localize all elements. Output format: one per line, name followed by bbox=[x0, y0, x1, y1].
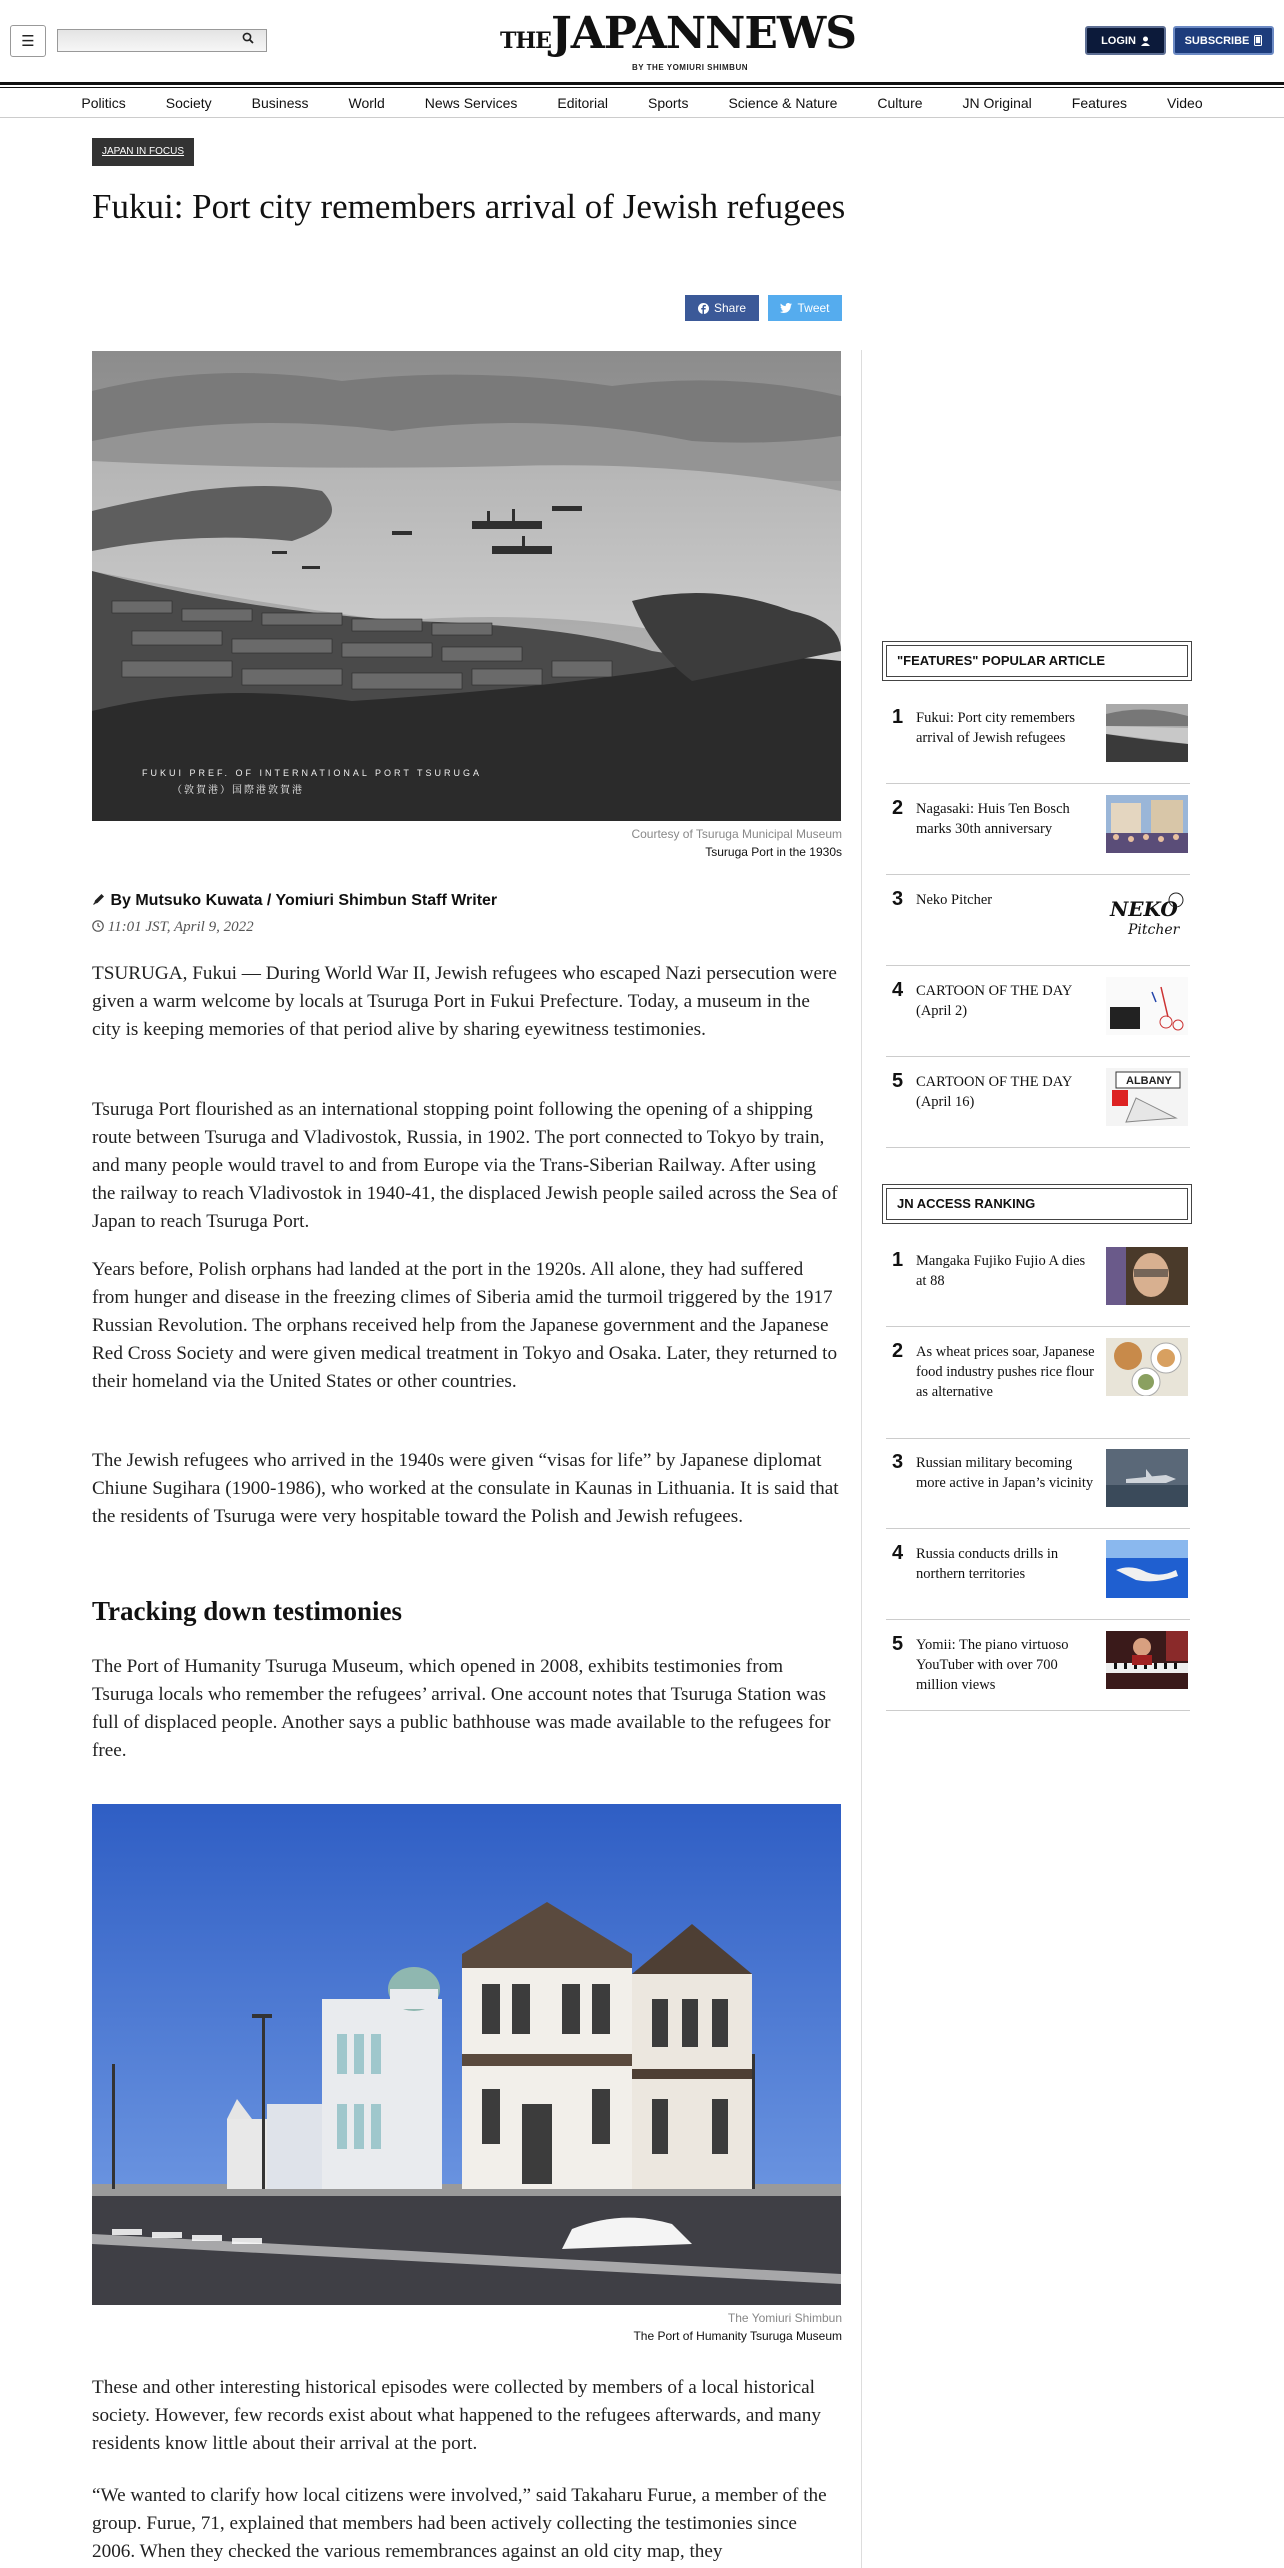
nav-world[interactable]: World bbox=[348, 94, 385, 111]
article-paragraph: These and other interesting historical episodes were collected by members of a local historical society. However, few records exist about what happened to the refugees afterwards, and many residents know little about their arrival at the port. bbox=[92, 2377, 821, 2454]
ranking-item[interactable] bbox=[886, 1439, 1190, 1529]
popular-item[interactable] bbox=[886, 876, 1190, 966]
pen-icon bbox=[92, 892, 106, 906]
albany-thumb-text: ALBANY bbox=[1126, 1075, 1172, 1087]
popular-item-thumbnail[interactable] bbox=[1106, 795, 1188, 853]
ranking-item-number: 4 bbox=[892, 1542, 904, 1564]
article-paragraph: TSURUGA, Fukui — During World War II, Jewish refugees who escaped Nazi persecution were given a warm welcome by locals at Tsuruga Port in Fukui Prefecture. Today, a museum in the city is keeping memories of that period alive by sharing eyewitness testimonies. bbox=[92, 963, 837, 1040]
article-paragraph: The Jewish refugees who arrived in the 1940s were given “visas for life” by Japanese diplomat Chiune Sugihara (1900-1986), who worked at the consulate in Kaunas in Lithuania. It is said that the residents of Tsuruga were very hospitable toward the Polish and Jewish refugees. bbox=[92, 1450, 839, 1527]
logo-news: NEWS bbox=[705, 8, 857, 59]
nav-features[interactable]: Features bbox=[1071, 94, 1128, 111]
ranking-item-title[interactable]: Russia conducts drills in northern territories bbox=[916, 1546, 1059, 1582]
article-paragraph: Tsuruga Port flourished as an international stopping point following the opening of a shipping route between Tsuruga and Vladivostok, Russia, in 1902. The port connected to Tokyo by train, and many people would travel to and from Europe via the Trans-Siberian Railway. After using the railway to reach Vladivostok in 1940-41, the displaced Jewish people sailed across the Sea of Japan to reach Tsuruga Port. bbox=[92, 1099, 838, 1232]
ranking-item[interactable] bbox=[886, 1237, 1190, 1327]
ranking-item-number: 2 bbox=[892, 1340, 904, 1362]
popular-heading-text: "FEATURES" POPULAR ARTICLE bbox=[886, 645, 1188, 677]
twitter-icon bbox=[780, 303, 792, 313]
image2-credit: The Yomiuri Shimbun bbox=[727, 2311, 842, 2325]
article-paragraph: Years before, Polish orphans had landed at the port in the 1920s. All alone, they had suffered from hunger and disease in the freezing climes of Siberia amid the turmoil triggered by the 1917 Russian Revolution. The orphans received help from the Japanese government and the Japanese Red Cross Society and were given medical treatment in Tokyo and Osaka. Later, they returned to their homeland via the United States or other countries. bbox=[92, 1259, 838, 1392]
header-rule bbox=[0, 82, 1284, 85]
clock-icon bbox=[92, 920, 104, 932]
share-label: Share bbox=[713, 301, 747, 315]
user-icon bbox=[1141, 36, 1150, 46]
main-nav bbox=[0, 88, 1284, 118]
ranking-item[interactable] bbox=[886, 1328, 1190, 1439]
search-icon[interactable] bbox=[242, 32, 254, 48]
popular-item-number: 4 bbox=[892, 979, 904, 1001]
site-header bbox=[0, 0, 1284, 82]
popular-item-number: 3 bbox=[892, 888, 904, 910]
image1-inset-text: FUKUI PREF. OF INTERNATIONAL PORT TSURUGA bbox=[142, 768, 483, 778]
nav-science-nature[interactable]: Science & Nature bbox=[728, 94, 838, 111]
article-paragraph: The Port of Humanity Tsuruga Museum, which opened in 2008, exhibits testimonies from Tsuruga locals who remember the refugees’ arrival. One account notes that Tsuruga Station was full of displaced people. Another says a public bathhouse was made available to the refugees for free. bbox=[92, 1656, 831, 1761]
ranking-item-title[interactable]: As wheat prices soar, Japanese food industry pushes rice flour as alternative bbox=[916, 1344, 1095, 1400]
popular-item[interactable] bbox=[886, 967, 1190, 1057]
ranking-item[interactable] bbox=[886, 1530, 1190, 1620]
popular-item-thumbnail[interactable] bbox=[1106, 704, 1188, 762]
popular-item[interactable] bbox=[886, 785, 1190, 875]
popular-item-title[interactable]: Fukui: Port city remembers arrival of Jewish refugees bbox=[916, 710, 1076, 746]
ranking-item-thumbnail[interactable] bbox=[1106, 1338, 1188, 1396]
nav-culture[interactable]: Culture bbox=[877, 94, 923, 111]
ranking-item-thumbnail[interactable] bbox=[1106, 1449, 1188, 1507]
site-logo[interactable] bbox=[500, 8, 857, 72]
tweet-button[interactable] bbox=[768, 295, 842, 321]
category-tag[interactable]: JAPAN IN FOCUS bbox=[92, 138, 194, 166]
dateline-text: 11:01 JST, April 9, 2022 bbox=[107, 919, 254, 935]
login-label: LOGIN bbox=[1101, 34, 1136, 47]
logo-the: THE bbox=[500, 28, 551, 54]
popular-item-thumbnail[interactable] bbox=[1106, 1068, 1188, 1126]
popular-item[interactable] bbox=[886, 694, 1190, 784]
ranking-item-number: 1 bbox=[892, 1249, 904, 1271]
image1-caption: Tsuruga Port in the 1930s bbox=[705, 845, 842, 859]
popular-item-title[interactable]: CARTOON OF THE DAY (April 2) bbox=[916, 983, 1072, 1019]
ranking-item-title[interactable]: Russian military becoming more active in Japan’s vicinity bbox=[916, 1455, 1094, 1491]
logo-japan: JAPAN bbox=[550, 8, 706, 59]
nav-society[interactable]: Society bbox=[165, 94, 212, 111]
article-image-tsuruga-port[interactable] bbox=[92, 351, 841, 821]
dateline bbox=[92, 919, 254, 936]
popular-item-thumbnail[interactable] bbox=[1106, 886, 1188, 944]
popular-item-title[interactable]: Nagasaki: Huis Ten Bosch marks 30th anniversary bbox=[916, 801, 1070, 837]
nav-editorial[interactable]: Editorial bbox=[557, 94, 608, 111]
popular-item[interactable] bbox=[886, 1058, 1190, 1148]
image1-credit: Courtesy of Tsuruga Municipal Museum bbox=[631, 827, 842, 841]
image2-caption: The Port of Humanity Tsuruga Museum bbox=[633, 2329, 842, 2343]
subscribe-button[interactable] bbox=[1173, 26, 1274, 55]
ranking-item-thumbnail[interactable] bbox=[1106, 1247, 1188, 1305]
byline bbox=[92, 892, 497, 910]
nav-video[interactable]: Video bbox=[1167, 94, 1203, 111]
login-button[interactable] bbox=[1085, 26, 1166, 55]
neko-thumb-subtitle: Pitcher bbox=[1128, 922, 1180, 938]
ranking-item-number: 5 bbox=[892, 1633, 904, 1655]
ranking-heading-text: JN ACCESS RANKING bbox=[886, 1188, 1188, 1220]
ranking-item[interactable] bbox=[886, 1621, 1190, 1711]
popular-item-number: 5 bbox=[892, 1070, 904, 1092]
ranking-item-title[interactable]: Yomii: The piano virtuoso YouTuber with over 700 million views bbox=[916, 1637, 1069, 1693]
popular-heading bbox=[882, 641, 1192, 681]
tablet-icon bbox=[1254, 35, 1262, 46]
ranking-item-thumbnail[interactable] bbox=[1106, 1540, 1188, 1598]
logo-subtitle: BY THE YOMIURI SHIMBUN bbox=[631, 63, 749, 72]
search-input[interactable] bbox=[58, 30, 238, 51]
popular-item-thumbnail[interactable] bbox=[1106, 977, 1188, 1035]
popular-item-number: 2 bbox=[892, 797, 904, 819]
article-paragraph: “We wanted to clarify how local citizens were involved,” said Takaharu Furue, a member of the group. Furue, 71, explained that members had been actively collecting the testimonies since 2006. When they checked the various remembrances against an old city map, they bbox=[92, 2485, 827, 2562]
byline-text: By Mutsuko Kuwata / Yomiuri Shimbun Staff Writer bbox=[110, 892, 498, 909]
article-title: Fukui: Port city remembers arrival of Jewish refugees bbox=[92, 187, 846, 226]
ranking-item-number: 3 bbox=[892, 1451, 904, 1473]
popular-item-title[interactable]: Neko Pitcher bbox=[916, 892, 993, 908]
nav-politics[interactable]: Politics bbox=[81, 94, 126, 111]
popular-item-number: 1 bbox=[892, 706, 904, 728]
ranking-item-title[interactable]: Mangaka Fujiko Fujio A dies at 88 bbox=[916, 1253, 1086, 1289]
article-image-museum[interactable] bbox=[92, 1804, 841, 2305]
nav-jn-original[interactable]: JN Original bbox=[962, 94, 1032, 111]
image1-inset-jp: （敦賀港）国際港敦賀港 bbox=[172, 785, 304, 796]
nav-sports[interactable]: Sports bbox=[647, 94, 689, 111]
nav-business[interactable]: Business bbox=[251, 94, 309, 111]
neko-thumb-title: NEKO bbox=[1110, 897, 1178, 921]
hamburger-icon: ☰ bbox=[21, 32, 35, 50]
tweet-label: Tweet bbox=[797, 301, 830, 315]
nav-news-services[interactable]: News Services bbox=[424, 94, 518, 111]
search-box[interactable] bbox=[57, 29, 267, 52]
ranking-heading bbox=[882, 1184, 1192, 1224]
subscribe-label: SUBSCRIBE bbox=[1184, 34, 1250, 47]
facebook-icon bbox=[698, 303, 709, 314]
facebook-share-button[interactable] bbox=[685, 295, 759, 321]
popular-item-title[interactable]: CARTOON OF THE DAY (April 16) bbox=[916, 1074, 1072, 1110]
section-subhead: Tracking down testimonies bbox=[92, 1596, 403, 1626]
column-divider bbox=[861, 350, 862, 2568]
menu-button[interactable] bbox=[10, 25, 46, 57]
ranking-item-thumbnail[interactable] bbox=[1106, 1631, 1188, 1689]
